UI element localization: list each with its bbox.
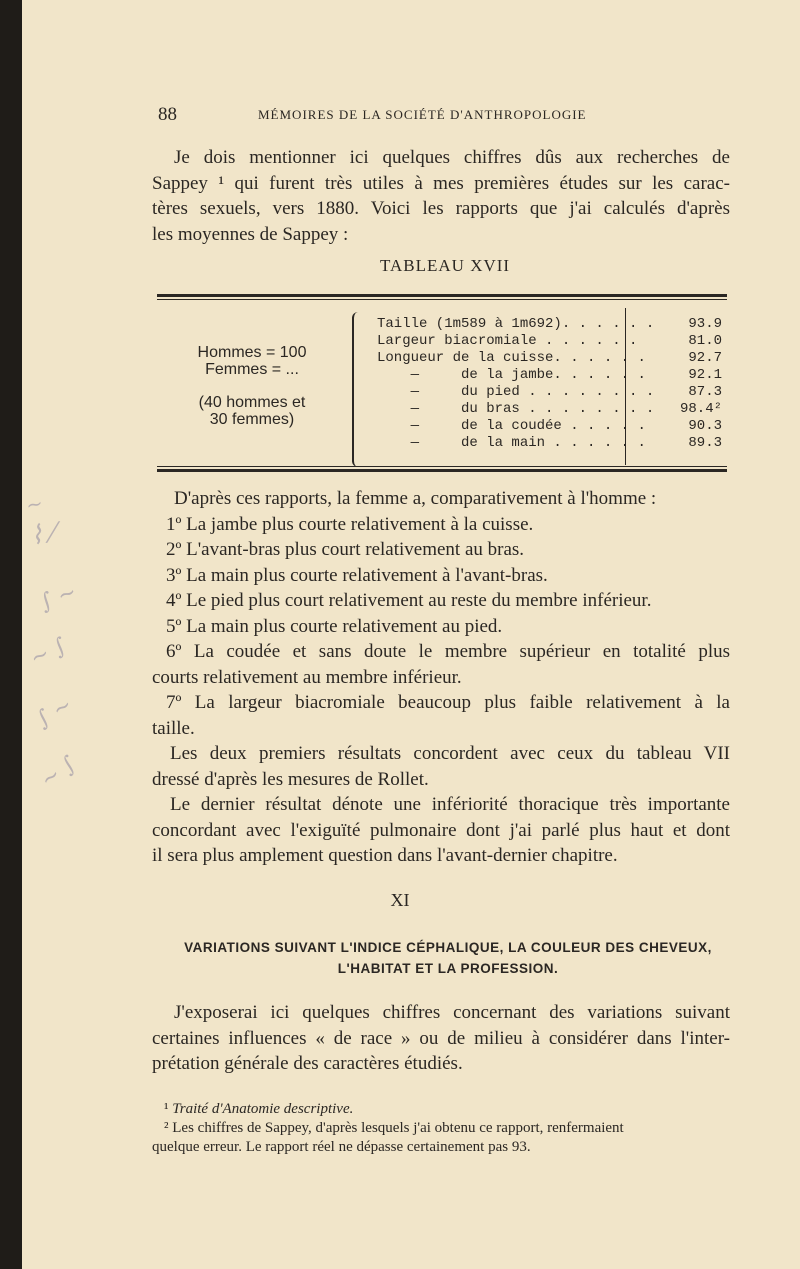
table-row xyxy=(377,435,727,452)
book-binding-edge xyxy=(0,0,22,1269)
intro-line: les moyennes de Sappey : xyxy=(152,223,349,245)
table-row xyxy=(377,401,727,418)
closing-paragraph xyxy=(152,1000,730,1077)
table-title: TABLEAU XVII xyxy=(380,256,511,275)
pencil-scribble: ∼ ∫ xyxy=(26,633,71,672)
results-paragraph xyxy=(152,486,730,869)
table-row xyxy=(377,350,727,367)
intro-line: tères sexuels, vers 1880. Voici les rapports que j'ai calculés d'après xyxy=(152,198,730,219)
table-rows xyxy=(377,316,727,452)
intro-line: Je dois mentionner ici quelques chiffres dûs aux recherches de xyxy=(174,147,730,168)
closing-line: certaines influences « de race » ou de milieu à considérer dans l'inter- xyxy=(152,1027,730,1049)
closing-line: prétation générale des caractères étudiés. xyxy=(152,1053,463,1074)
table-bottom-rule-thin xyxy=(157,466,727,467)
results-item-5: 5º La main plus courte relativement au pied. xyxy=(166,615,503,637)
table-top-rule xyxy=(157,294,727,297)
sample-note-line: 30 femmes) xyxy=(209,411,295,428)
group-hommes: Hommes = 100 xyxy=(197,344,307,361)
group-femmes: Femmes = ... xyxy=(205,361,299,378)
table-bottom-rule xyxy=(157,469,727,472)
row-value: 92.1 xyxy=(688,367,722,383)
footnote-1-text: Traité d'Anatomie descriptive. xyxy=(172,1101,354,1117)
results-item-4: 4º Le pied plus court relativement au reste du membre inférieur. xyxy=(166,590,652,611)
running-title: MÉMOIRES DE LA SOCIÉTÉ D'ANTHROPOLOGIE xyxy=(258,107,587,122)
results-item-3: 3º La main plus courte relativement à l'avant-bras. xyxy=(166,564,548,586)
results-line: D'après ces rapports, la femme a, comparativement à l'homme : xyxy=(174,488,657,509)
section-number: XI xyxy=(390,890,410,910)
section-title-line: L'HABITAT ET LA PROFESSION. xyxy=(337,961,559,976)
table-row xyxy=(377,418,727,435)
row-label: Longueur de la cuisse. . . . . . xyxy=(377,350,646,366)
running-head xyxy=(158,104,728,128)
table-row xyxy=(377,333,727,350)
table-group-label xyxy=(157,344,347,378)
results-line: courts relativement au membre inférieur. xyxy=(152,666,462,688)
pencil-scribble: ∼ ∫ xyxy=(36,751,81,794)
row-value: 81.0 xyxy=(688,333,722,349)
closing-line: J'exposerai ici quelques chiffres concernant des variations suivant xyxy=(174,1002,730,1023)
section-title xyxy=(160,937,736,979)
footnotes xyxy=(152,1100,730,1157)
page-number: 88 xyxy=(158,104,177,125)
results-line: Les deux premiers résultats concordent avec ceux du tableau VII xyxy=(170,743,730,764)
table-sample-note xyxy=(157,394,347,428)
row-value: 92.7 xyxy=(688,350,722,366)
row-label: — de la coudée . . . . . xyxy=(377,418,646,434)
row-label: — du bras . . . . . . . . xyxy=(377,401,655,417)
footnote-1-mark: ¹ xyxy=(164,1101,169,1117)
footnote-2-line: quelque erreur. Le rapport réel ne dépasse certainement pas 93. xyxy=(152,1139,531,1155)
footnote-2-line: ² Les chiffres de Sappey, d'après lesquels j'ai obtenu ce rapport, renfermaient xyxy=(164,1120,624,1136)
section-title-line: VARIATIONS SUIVANT L'INDICE CÉPHALIQUE, LA COULEUR DES CHEVEUX, xyxy=(184,940,712,955)
intro-paragraph xyxy=(152,145,730,247)
row-label: — du pied . . . . . . . . xyxy=(377,384,655,400)
pencil-scribble: ⌇ ⁄ xyxy=(28,518,58,552)
row-value: 87.3 xyxy=(688,384,722,400)
results-item-7: 7º La largeur biacromiale beaucoup plus faible relativement à la xyxy=(166,692,730,713)
pencil-scribble: ∫ ∼ xyxy=(32,692,77,733)
row-label: Largeur biacromiale . . . . . . xyxy=(377,333,638,349)
pencil-scribble: ∫ ∼ xyxy=(36,579,81,616)
row-label: — de la main . . . . . . xyxy=(377,435,646,451)
table-row xyxy=(377,367,727,384)
results-item-2: 2º L'avant-bras plus court relativement au bras. xyxy=(166,539,525,560)
row-value: 93.9 xyxy=(688,316,722,332)
results-item-1: 1º La jambe plus courte relativement à la cuisse. xyxy=(166,513,534,535)
intro-line: Sappey ¹ qui furent très utiles à mes premières études sur les carac- xyxy=(152,172,730,194)
row-value: 90.3 xyxy=(688,418,722,434)
footnote-1 xyxy=(152,1100,730,1119)
table-brace xyxy=(352,312,358,467)
results-line: dressé d'après les mesures de Rollet. xyxy=(152,768,429,790)
table-row xyxy=(377,316,727,333)
row-value: 98.4² xyxy=(679,401,722,417)
results-line: concordant avec l'exiguïté pulmonaire dont j'ai parlé plus haut et dont xyxy=(152,819,730,841)
row-label: Taille (1m589 à 1m692). . . . . . xyxy=(377,316,655,332)
results-line: il sera plus amplement question dans l'avant-dernier chapitre. xyxy=(152,845,618,866)
table-row xyxy=(377,384,727,401)
row-label: — de la jambe. . . . . . xyxy=(377,367,646,383)
sample-note-line: (40 hommes et xyxy=(198,394,306,411)
results-item-6: 6º La coudée et sans doute le membre supérieur en totalité plus xyxy=(166,641,730,662)
row-value: 89.3 xyxy=(688,435,722,451)
results-line: taille. xyxy=(152,717,195,739)
table-body xyxy=(157,300,727,465)
pencil-scribble: ~ xyxy=(23,490,46,518)
results-line: Le dernier résultat dénote une infériorité thoracique très importante xyxy=(170,794,730,815)
